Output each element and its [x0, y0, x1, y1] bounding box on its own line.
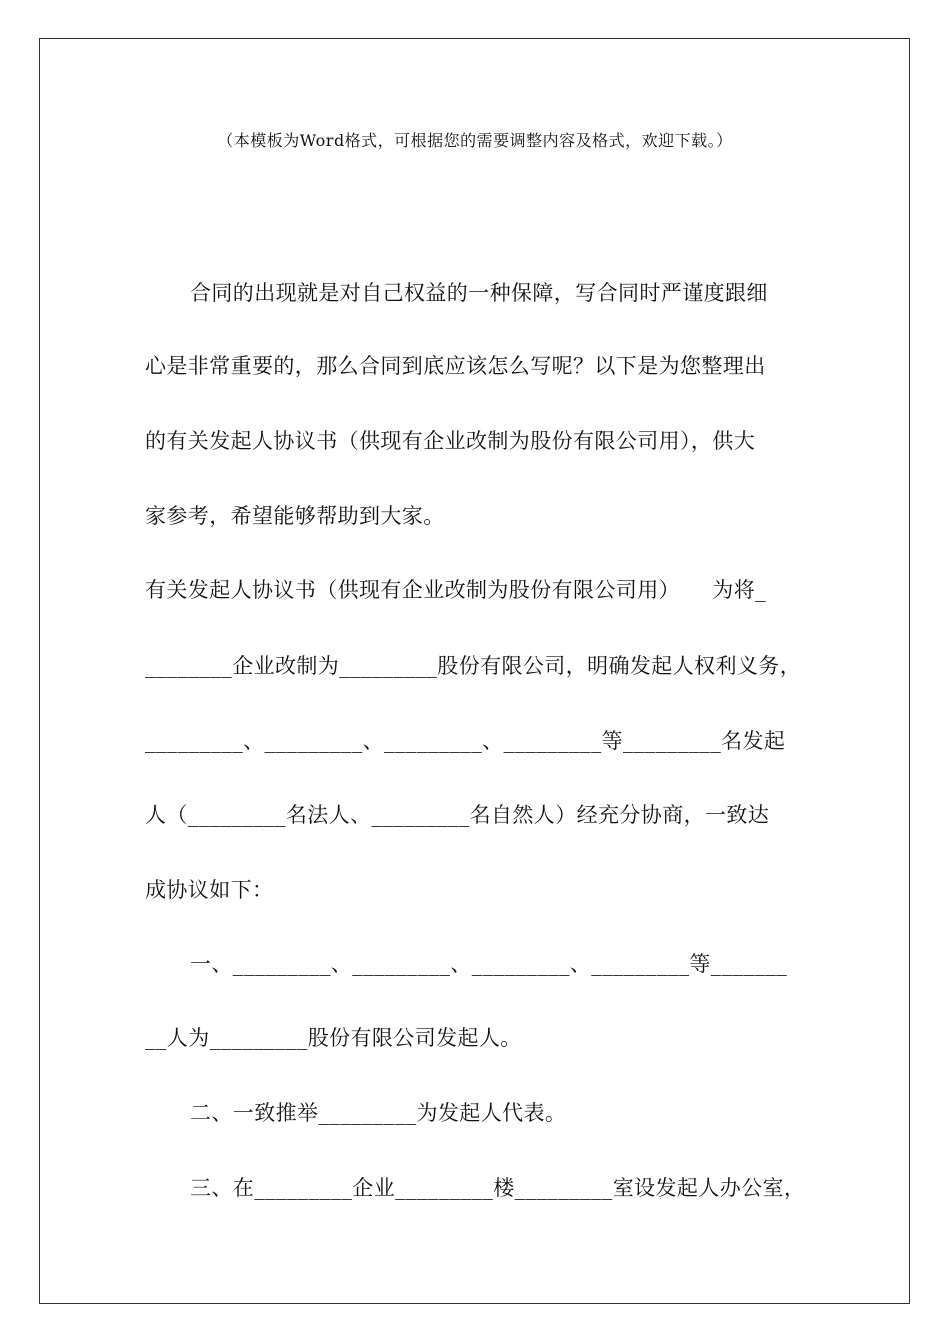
paragraph-line: 的有关发起人协议书（供现有企业改制为股份有限公司用），供大 — [145, 429, 756, 453]
paragraph-line: ________企业改制为_________股份有限公司，明确发起人权利义务， — [145, 654, 802, 678]
paragraph-line: _________、_________、_________、_________等_________名发起 — [145, 729, 786, 753]
clause-1-line: 一、_________、_________、_________、_________等_______ — [190, 952, 788, 976]
clause-3-line: 三、在_________企业_________楼_________室设发起人办公室， — [190, 1176, 806, 1200]
clause-1-continuation: __人为_________股份有限公司发起人。 — [145, 1026, 522, 1050]
paragraph-line: 成协议如下： — [145, 878, 274, 902]
paragraph-line: 心是非常重要的，那么合同到底应该怎么写呢？以下是为您整理出 — [145, 354, 766, 378]
template-note: （本模板为Word格式，可根据您的需要调整内容及格式，欢迎下载。） — [217, 131, 733, 150]
paragraph-line: 人（_________名法人、_________名自然人）经充分协商，一致达 — [145, 803, 770, 827]
paragraph-line: 家参考，希望能够帮助到大家。 — [145, 504, 445, 528]
paragraph-line: 合同的出现就是对自己权益的一种保障，写合同时严谨度跟细 — [190, 281, 768, 305]
clause-2-line: 二、一致推举_________为发起人代表。 — [190, 1101, 567, 1125]
agreement-title-line: 有关发起人协议书（供现有企业改制为股份有限公司用） 为将_ — [145, 578, 766, 602]
